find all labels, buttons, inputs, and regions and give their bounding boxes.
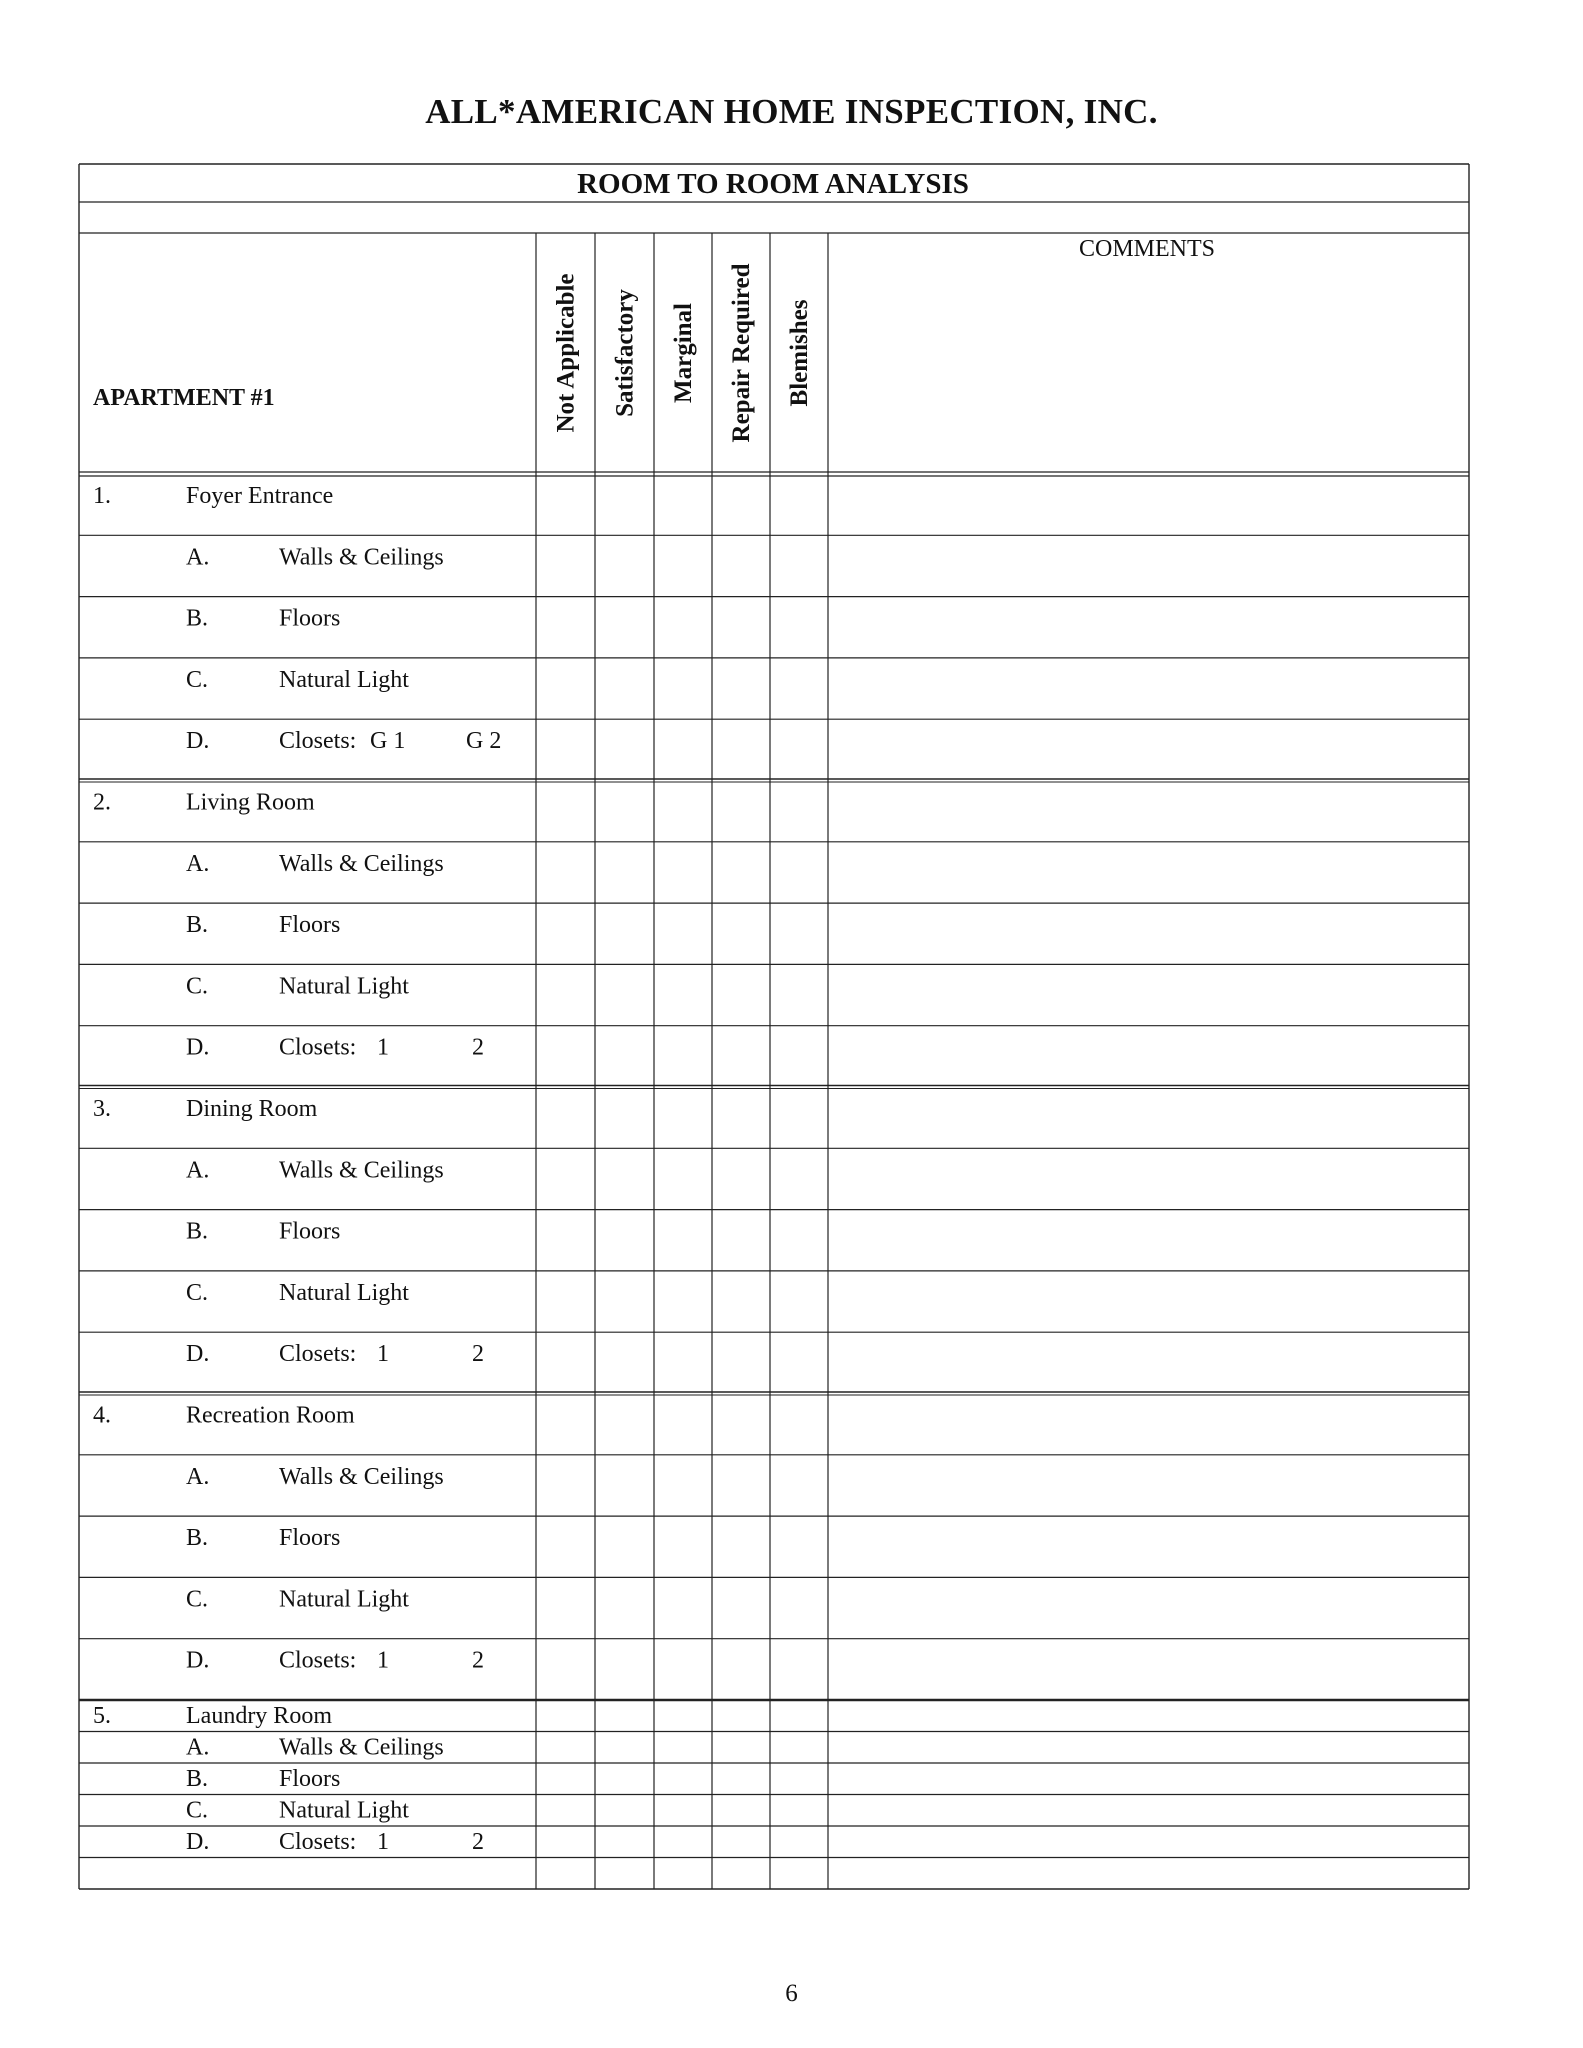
room-name: Dining Room: [186, 1096, 318, 1122]
item-label: Natural Light: [279, 1586, 409, 1613]
item-label: Natural Light: [279, 666, 409, 693]
page-number: 6: [785, 1980, 798, 2007]
closet-option-2: 2: [472, 1341, 484, 1368]
item-label: Floors: [279, 912, 341, 939]
item-label: Closets:: [279, 1647, 357, 1674]
closet-option-1: 1: [377, 1647, 389, 1674]
rating-column-header: Marginal: [670, 303, 697, 403]
item-letter: C.: [186, 1586, 209, 1613]
rating-column-header: Not Applicable: [552, 273, 580, 433]
item-label: Walls & Ceilings: [279, 1734, 444, 1761]
room-name: Laundry Room: [186, 1703, 332, 1729]
item-label: Closets:: [279, 1034, 357, 1061]
section-title: ROOM TO ROOM ANALYSIS: [577, 168, 969, 200]
closet-option-2: G 2: [466, 728, 502, 755]
item-label: Floors: [279, 1766, 341, 1792]
closet-option-1: G 1: [370, 728, 406, 755]
item-letter: A.: [186, 544, 210, 571]
rating-column-header: Blemishes: [786, 299, 813, 407]
company-title: ALL*AMERICAN HOME INSPECTION, INC.: [425, 92, 1158, 131]
room-rows: [93, 483, 501, 1855]
item-letter: D.: [186, 728, 210, 755]
closet-option-1: 1: [377, 1829, 389, 1855]
item-label: Floors: [279, 1525, 341, 1552]
item-letter: D.: [186, 1829, 210, 1855]
item-letter: A.: [186, 1157, 210, 1184]
closet-option-1: 1: [377, 1341, 389, 1368]
item-letter: A.: [186, 850, 210, 877]
item-label: Natural Light: [279, 1797, 409, 1824]
comments-header: COMMENTS: [1078, 236, 1216, 262]
room-number: 5.: [93, 1703, 111, 1729]
item-label: Natural Light: [279, 1279, 409, 1306]
item-label: Closets:: [279, 728, 357, 755]
item-letter: D.: [186, 1647, 210, 1674]
item-label: Closets:: [279, 1829, 357, 1855]
item-letter: B.: [186, 1218, 209, 1245]
item-label: Walls & Ceilings: [279, 850, 444, 877]
item-letter: B.: [186, 1766, 209, 1792]
rating-column-headers: [553, 263, 814, 442]
item-label: Natural Light: [279, 973, 409, 1000]
item-label: Walls & Ceilings: [279, 544, 444, 571]
apartment-label: APARTMENT #1: [93, 385, 275, 411]
item-letter: C.: [186, 973, 209, 1000]
item-letter: C.: [186, 666, 209, 693]
item-label: Closets:: [279, 1341, 357, 1368]
item-letter: D.: [186, 1034, 210, 1061]
room-number: 1.: [93, 483, 111, 509]
item-letter: A.: [186, 1463, 210, 1490]
rating-column-header: Satisfactory: [611, 289, 639, 417]
closet-option-2: 2: [472, 1829, 484, 1855]
item-letter: B.: [186, 1525, 209, 1552]
rating-column-header: Repair Required: [728, 263, 755, 443]
room-number: 2.: [93, 789, 111, 816]
item-label: Floors: [279, 1218, 341, 1245]
room-name: Foyer Entrance: [186, 483, 334, 509]
item-letter: B.: [186, 605, 209, 632]
item-label: Walls & Ceilings: [279, 1157, 444, 1184]
room-name: Living Room: [186, 789, 315, 816]
closet-option-2: 2: [472, 1034, 484, 1061]
room-number: 4.: [93, 1402, 111, 1429]
closet-option-2: 2: [472, 1647, 484, 1674]
item-label: Walls & Ceilings: [279, 1463, 444, 1490]
item-letter: C.: [186, 1797, 209, 1824]
room-name: Recreation Room: [186, 1402, 355, 1429]
closet-option-1: 1: [377, 1034, 389, 1061]
item-letter: B.: [186, 912, 209, 939]
item-label: Floors: [279, 605, 341, 632]
item-letter: D.: [186, 1341, 210, 1368]
item-letter: C.: [186, 1279, 209, 1306]
room-number: 3.: [93, 1096, 111, 1122]
item-letter: A.: [186, 1734, 210, 1761]
table-grid: [79, 164, 1469, 1889]
